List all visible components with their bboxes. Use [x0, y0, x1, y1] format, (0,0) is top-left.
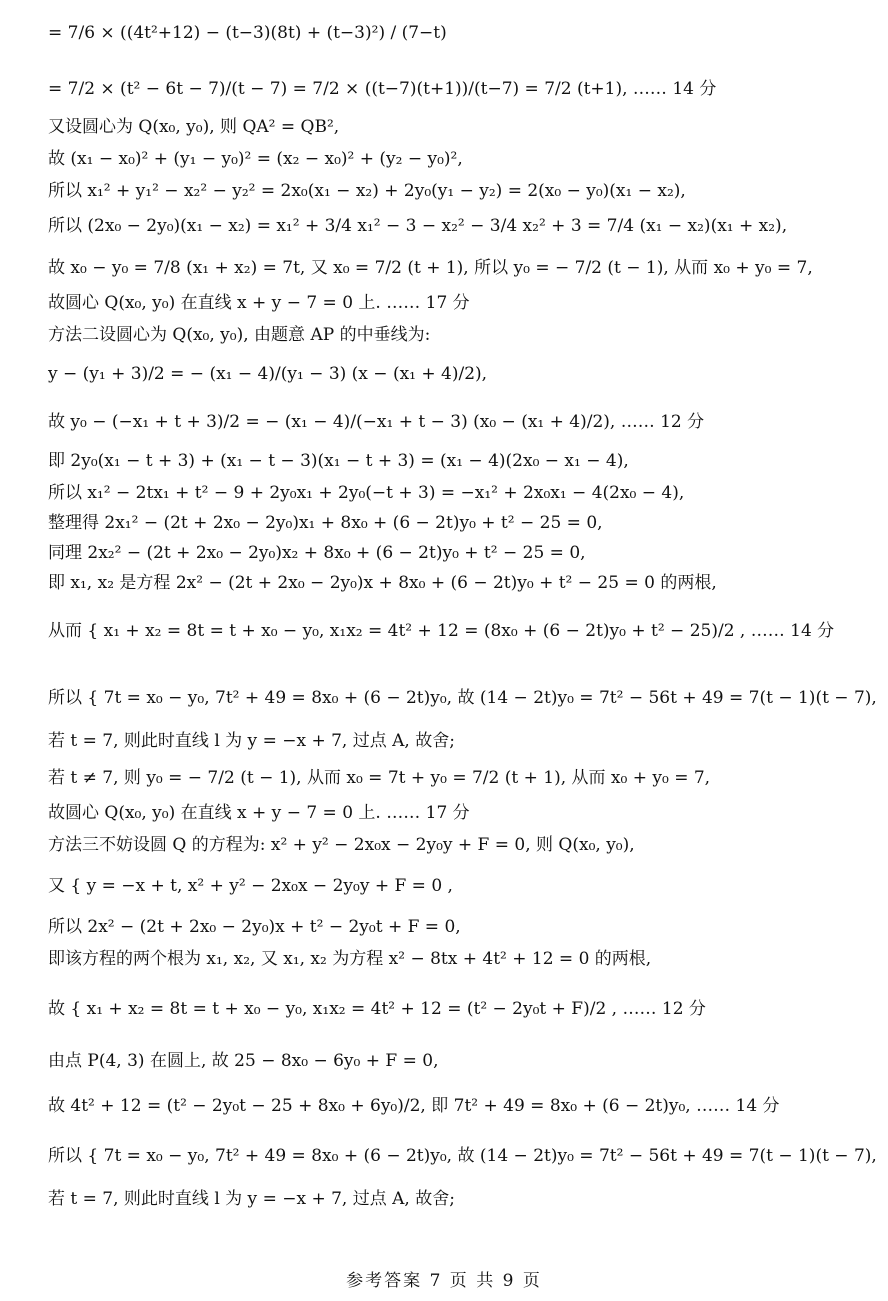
text-line-16: 即 x₁, x₂ 是方程 2x² − (2t + 2x₀ − 2y₀)x + 8x₀ + (6 − 2t)y₀ + t² − 25 = 0 的两根,: [48, 573, 717, 593]
text-line-15: 同理 2x₂² − (2t + 2x₀ − 2y₀)x₂ + 8x₀ + (6 − 2t)y₀ + t² − 25 = 0,: [48, 543, 586, 563]
text-line-4: 故 (x₁ − x₀)² + (y₁ − y₀)² = (x₂ − x₀)² + (y₂ − y₀)²,: [48, 149, 463, 169]
text-line-18: 所以 { 7t = x₀ − y₀, 7t² + 49 = 8x₀ + (6 − 2t)y₀, 故 (14 − 2t)y₀ = 7t² − 56t + 49 = 7(t − 1)(t − 7),: [48, 688, 877, 708]
page-footer: 参考答案 7 页 共 9 页: [346, 1271, 542, 1291]
text-line-9: 方法二设圆心为 Q(x₀, y₀), 由题意 AP 的中垂线为:: [48, 325, 431, 345]
text-line-3: 又设圆心为 Q(x₀, y₀), 则 QA² = QB²,: [48, 117, 340, 137]
text-line-5: 所以 x₁² + y₁² − x₂² − y₂² = 2x₀(x₁ − x₂) + 2y₀(y₁ − y₂) = 2(x₀ − y₀)(x₁ − x₂),: [48, 181, 686, 201]
text-line-23: 又 { y = −x + t, x² + y² − 2x₀x − 2y₀y + F = 0 ,: [48, 876, 453, 896]
text-line-8: 故圆心 Q(x₀, y₀) 在直线 x + y − 7 = 0 上. …… 17 分: [48, 293, 470, 313]
text-line-13: 所以 x₁² − 2tx₁ + t² − 9 + 2y₀x₁ + 2y₀(−t + 3) = −x₁² + 2x₀x₁ − 4(2x₀ − 4),: [48, 483, 685, 503]
text-line-7: 故 x₀ − y₀ = 7/8 (x₁ + x₂) = 7t, 又 x₀ = 7/2 (t + 1), 所以 y₀ = − 7/2 (t − 1), 从而 x₀ + y₀ = 7,: [48, 258, 813, 278]
text-line-20: 若 t ≠ 7, 则 y₀ = − 7/2 (t − 1), 从而 x₀ = 7t + y₀ = 7/2 (t + 1), 从而 x₀ + y₀ = 7,: [48, 768, 711, 788]
equation-line-1: = 7/6 × ((4t²+12) − (t−3)(8t) + (t−3)²) / (7−t): [48, 23, 447, 43]
text-line-10: y − (y₁ + 3)/2 = − (x₁ − 4)/(y₁ − 3) (x − (x₁ + 4)/2),: [48, 364, 488, 384]
text-line-14: 整理得 2x₁² − (2t + 2x₀ − 2y₀)x₁ + 8x₀ + (6 − 2t)y₀ + t² − 25 = 0,: [48, 513, 603, 533]
text-line-19: 若 t = 7, 则此时直线 l 为 y = −x + 7, 过点 A, 故舍;: [48, 731, 455, 751]
text-line-11: 故 y₀ − (−x₁ + t + 3)/2 = − (x₁ − 4)/(−x₁ + t − 3) (x₀ − (x₁ + 4)/2), …… 12 分: [48, 412, 705, 432]
text-line-25: 即该方程的两个根为 x₁, x₂, 又 x₁, x₂ 为方程 x² − 8tx + 4t² + 12 = 0 的两根,: [48, 949, 652, 969]
equation-line-2: = 7/2 × (t² − 6t − 7)/(t − 7) = 7/2 × ((t−7)(t+1))/(t−7) = 7/2 (t+1), …… 14 分: [48, 79, 717, 99]
text-line-21: 故圆心 Q(x₀, y₀) 在直线 x + y − 7 = 0 上. …… 17 分: [48, 803, 470, 823]
text-line-30: 若 t = 7, 则此时直线 l 为 y = −x + 7, 过点 A, 故舍;: [48, 1189, 455, 1209]
text-line-28: 故 4t² + 12 = (t² − 2y₀t − 25 + 8x₀ + 6y₀)/2, 即 7t² + 49 = 8x₀ + (6 − 2t)y₀, …… 14 分: [48, 1096, 780, 1116]
text-line-22: 方法三不妨设圆 Q 的方程为: x² + y² − 2x₀x − 2y₀y + F = 0, 则 Q(x₀, y₀),: [48, 835, 635, 855]
text-line-29: 所以 { 7t = x₀ − y₀, 7t² + 49 = 8x₀ + (6 − 2t)y₀, 故 (14 − 2t)y₀ = 7t² − 56t + 49 = 7(t − 1)(t − 7),: [48, 1146, 877, 1166]
text-line-24: 所以 2x² − (2t + 2x₀ − 2y₀)x + t² − 2y₀t + F = 0,: [48, 917, 461, 937]
text-line-6: 所以 (2x₀ − 2y₀)(x₁ − x₂) = x₁² + 3/4 x₁² − 3 − x₂² − 3/4 x₂² + 3 = 7/4 (x₁ − x₂)(x₁ + x₂),: [48, 216, 788, 236]
text-line-12: 即 2y₀(x₁ − t + 3) + (x₁ − t − 3)(x₁ − t + 3) = (x₁ − 4)(2x₀ − x₁ − 4),: [48, 451, 629, 471]
text-line-27: 由点 P(4, 3) 在圆上, 故 25 − 8x₀ − 6y₀ + F = 0,: [48, 1051, 439, 1071]
text-line-26: 故 { x₁ + x₂ = 8t = t + x₀ − y₀, x₁x₂ = 4t² + 12 = (t² − 2y₀t + F)/2 , …… 12 分: [48, 999, 706, 1019]
text-line-17: 从而 { x₁ + x₂ = 8t = t + x₀ − y₀, x₁x₂ = 4t² + 12 = (8x₀ + (6 − 2t)y₀ + t² − 25)/2 , …… 14 分: [48, 621, 835, 641]
